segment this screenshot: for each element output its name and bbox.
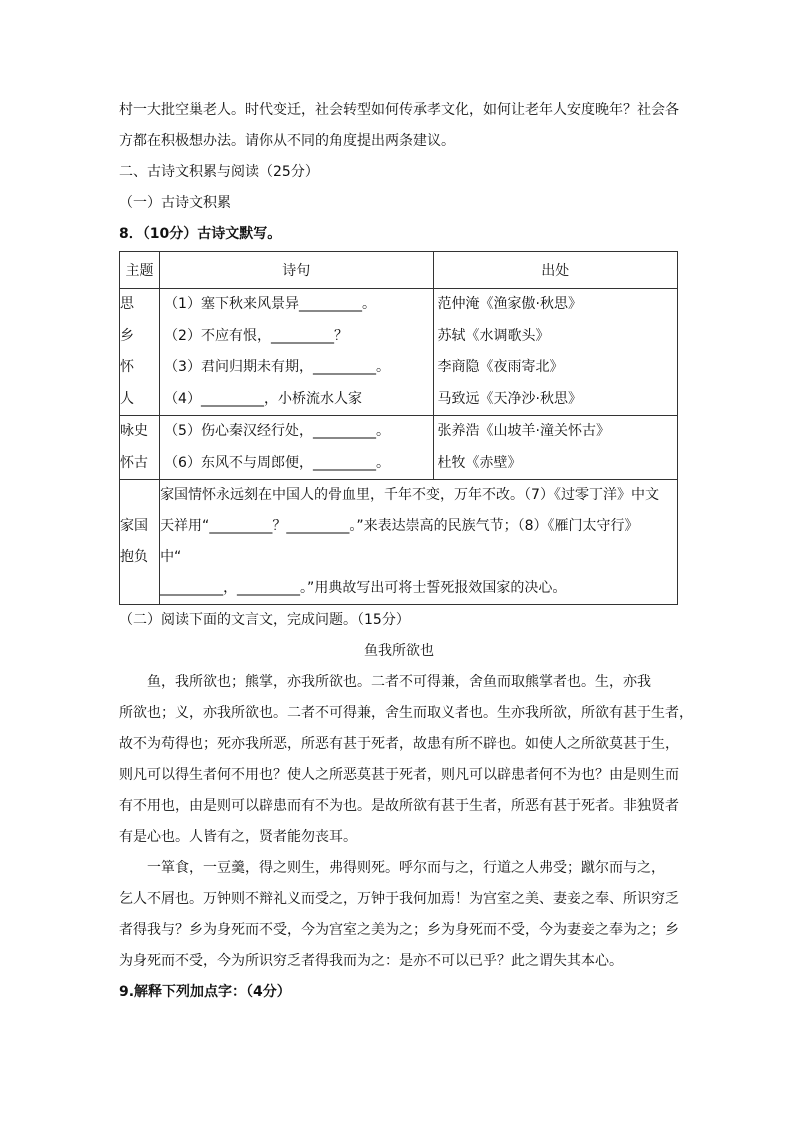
source-cell (433, 289, 677, 416)
text-line: 有不用也，由是则可以辟患而有不为也。是故所欲有甚于生者，所恶有甚于死者。非独贤者 (119, 798, 679, 814)
text-line: 中“ (160, 549, 182, 565)
topic-cell (120, 480, 160, 605)
patriotism-cell (160, 480, 678, 605)
text-line: 故不为苟得也；死亦我所恶，所恶有甚于死者，故患有所不辟也。如使人之所欲莫甚于生， (119, 736, 679, 752)
verse-line: （2）不应有恨，_________？ (164, 327, 348, 344)
verse-line: （1）塞下秋来风景异_________。 (164, 296, 376, 312)
topic-text: 咏史 (120, 423, 148, 439)
text-line: 村一大批空巢老人。时代变迁，社会转型如何传承孝文化，如何让老年人安度晚年？社会各 (119, 102, 679, 118)
source-line: 范仲淹《渔家傲·秋思》 (437, 296, 582, 312)
text-line: 天祥用“_________？_________。”来表达崇高的民族气节；（8）《雁门太守行》 (160, 518, 639, 534)
text-line: 所欲也；义，亦我所欲也。二者不可得兼，舍生而取义者也。生亦我所欲，所欲有甚于生者， (119, 705, 693, 721)
source-line: 张养浩《山坡羊·潼关怀古》 (437, 423, 610, 439)
header-topic: 主题 (120, 252, 160, 289)
verse-cell (160, 416, 433, 480)
text-line: 有是心也。人皆有之，贤者能勿丧耳。 (119, 829, 357, 845)
text-line: 方都在积极想办法。请你从不同的角度提出两条建议。 (119, 133, 455, 149)
text-line: 者得我与？乡为身死而不受，今为宫室之美为之；乡为身死而不受，今为妻妾之奉为之；乡 (119, 922, 679, 938)
document-page (119, 95, 693, 1008)
subsection-heading: （一）古诗文积累 (119, 195, 231, 211)
passage-paragraph-2 (119, 853, 679, 977)
text-line: 乞人不屑也。万钟则不辩礼义而受之，万钟于我何加焉！为宫室之美、妻妾之奉、所识穷乏 (119, 891, 679, 907)
passage-title: 鱼我所欲也 (364, 643, 434, 659)
verse-line: （4）_________，小桥流水人家 (164, 390, 362, 407)
subsection-heading: （二）阅读下面的文言文，完成问题。（15分） (119, 612, 410, 628)
text-line: _________，_________。”用典故写出可将士誓死报效国家的决心。 (160, 580, 567, 596)
topic-cell (120, 416, 160, 480)
passage-paragraph-1 (119, 667, 693, 853)
table-row (120, 480, 678, 605)
table-row (120, 289, 678, 416)
header-source: 出处 (433, 252, 677, 289)
source-line: 杜牧《赤壁》 (437, 454, 522, 471)
topic-char: 乡 (120, 327, 134, 344)
source-line: 李商隐《夜雨寄北》 (437, 359, 564, 375)
text-line: 为身死而不受，今为所识穷乏者得我而为之：是亦不可以已乎？此之谓失其本心。 (119, 953, 623, 969)
poem-table (119, 251, 678, 605)
intro-paragraph (119, 95, 679, 157)
verse-cell (160, 289, 433, 416)
topic-char: 人 (120, 390, 134, 407)
header-verse: 诗句 (160, 252, 433, 289)
topic-char: 思 (120, 296, 134, 312)
source-line: 马致远《天净沙·秋思》 (437, 390, 582, 407)
verse-line: （6）东风不与周郎便，_________。 (164, 454, 390, 471)
topic-text: 家国 (120, 517, 148, 534)
source-line: 苏轼《水调歌头》 (437, 327, 550, 344)
text-line: 则凡可以得生者何不用也？使人之所恶莫甚于死者，则凡可以辟患者何不为也？由是则生而 (119, 767, 679, 783)
topic-text: 抱负 (120, 549, 148, 565)
question-9-heading: 9.解释下列加点字：（4分） (119, 984, 291, 1000)
topic-char: 怀 (120, 359, 134, 375)
verse-line: （3）君问归期未有期，_________。 (164, 359, 390, 375)
verse-line: （5）伤心秦汉经行处，_________。 (164, 423, 390, 439)
text-line: 一箪食，一豆羹，得之则生，弗得则死。呼尔而与之，行道之人弗受；蹴尔而与之， (119, 860, 665, 876)
question-8-heading: 8．（10分）古诗文默写。 (119, 226, 282, 242)
text-line: 鱼，我所欲也；熊掌，亦我所欲也。二者不可得兼，舍鱼而取熊掌者也。生，亦我 (119, 674, 651, 690)
section-heading: 二、古诗文积累与阅读（25分） (119, 164, 319, 180)
source-cell (433, 416, 677, 480)
table-row (120, 416, 678, 480)
topic-cell (120, 289, 160, 416)
topic-text: 怀古 (120, 454, 148, 471)
table-header-row (120, 252, 678, 289)
text-line: 家国情怀永远刻在中国人的骨血里，千年不变，万年不改。（7）《过零丁洋》中文 (160, 487, 659, 503)
